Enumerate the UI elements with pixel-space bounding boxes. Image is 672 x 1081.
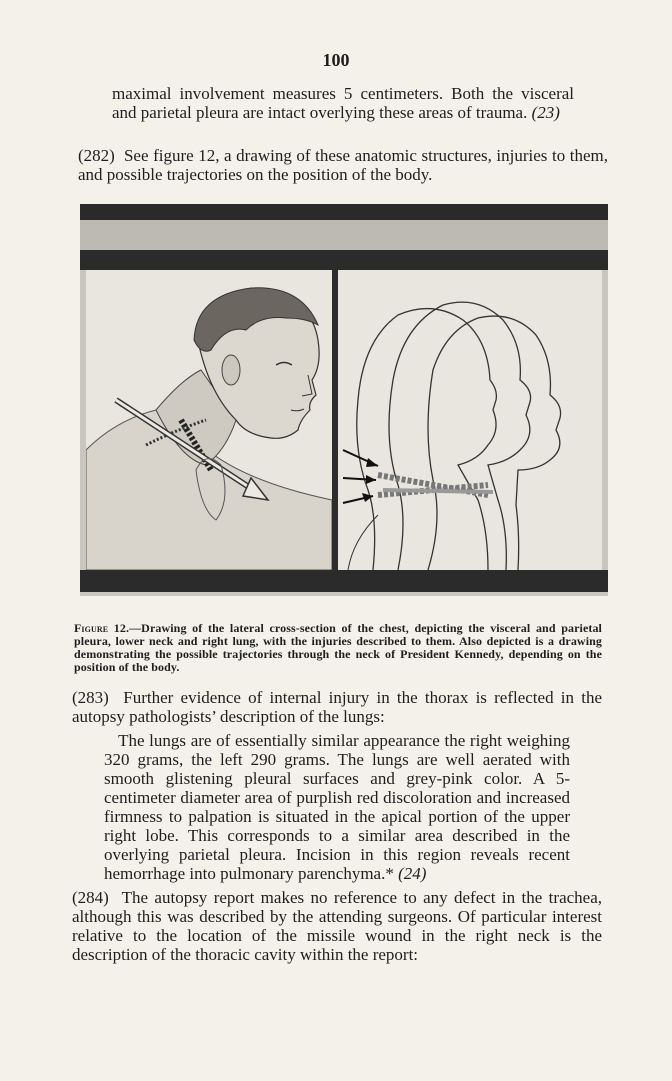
figure-mid-band [80, 250, 608, 270]
figure-12 [80, 204, 608, 596]
paragraph-continuation [112, 84, 574, 122]
block-quote [104, 731, 570, 883]
paragraph-number-284: (284) [72, 888, 109, 907]
figure-caption [74, 622, 602, 674]
figure-caption-text: —Drawing of the lateral cross-section of the chest, depicting the visceral and parietal pleura, lower neck and right lung, with the injuries described to them. Also depicted is a drawing demonstrating the possible trajectories through the neck of President Kennedy, depending on the position of the body. [74, 621, 602, 674]
paragraph-number-282: (282) [78, 146, 115, 165]
figure-top-band [80, 204, 608, 220]
paragraph-283-text: Further evidence of internal injury in the thorax is reflected in the autopsy pathologists’ description of the lungs: [72, 688, 603, 726]
block-quote-text: The lungs are of essentially similar appearance the right weighing 320 grams, the left 290 grams. The lungs are well aerated with smooth glistening pleural surfaces and grey-pink color. A 5-centimeter diameter area of purplish red discoloration and increased firmness to palpation is situated in the apical portion of the upper right lobe. This corresponds to a similar area described in the overlying parietal pleura. Incision in this region reveals recent hemorrhage into pulmonary parenchyma.* [104, 731, 570, 883]
footnote-ref-23: (23) [531, 103, 560, 122]
paragraph-282-text: See figure 12, a drawing of these anatomic structures, injuries to them, and possible trajectories on the position of the body. [78, 146, 609, 184]
figure-bottom-band [80, 570, 608, 592]
paragraph-number-283: (283) [72, 688, 109, 707]
figure-caption-label: Figure 12. [74, 621, 130, 635]
continuation-text: maximal involvement measures 5 centimeters. Both the visceral and parietal pleura are intact overlying these areas of trauma. [112, 84, 574, 122]
figure-left-panel-head-drawing [86, 270, 332, 570]
paragraph-284 [72, 888, 602, 964]
paragraph-283 [72, 688, 602, 726]
paragraph-282 [78, 146, 608, 184]
paragraph-284-text: The autopsy report makes no reference to any defect in the trachea, although this was described by the attending surgeons. Of particular interest relative to the location of the missile wound in the right neck is the description of the thoracic cavity within the report: [72, 888, 602, 964]
figure-right-panel-trajectories [338, 270, 602, 570]
figure-header-gray [80, 220, 608, 250]
page-number: 100 [322, 50, 350, 70]
footnote-ref-24: (24) [398, 864, 427, 883]
